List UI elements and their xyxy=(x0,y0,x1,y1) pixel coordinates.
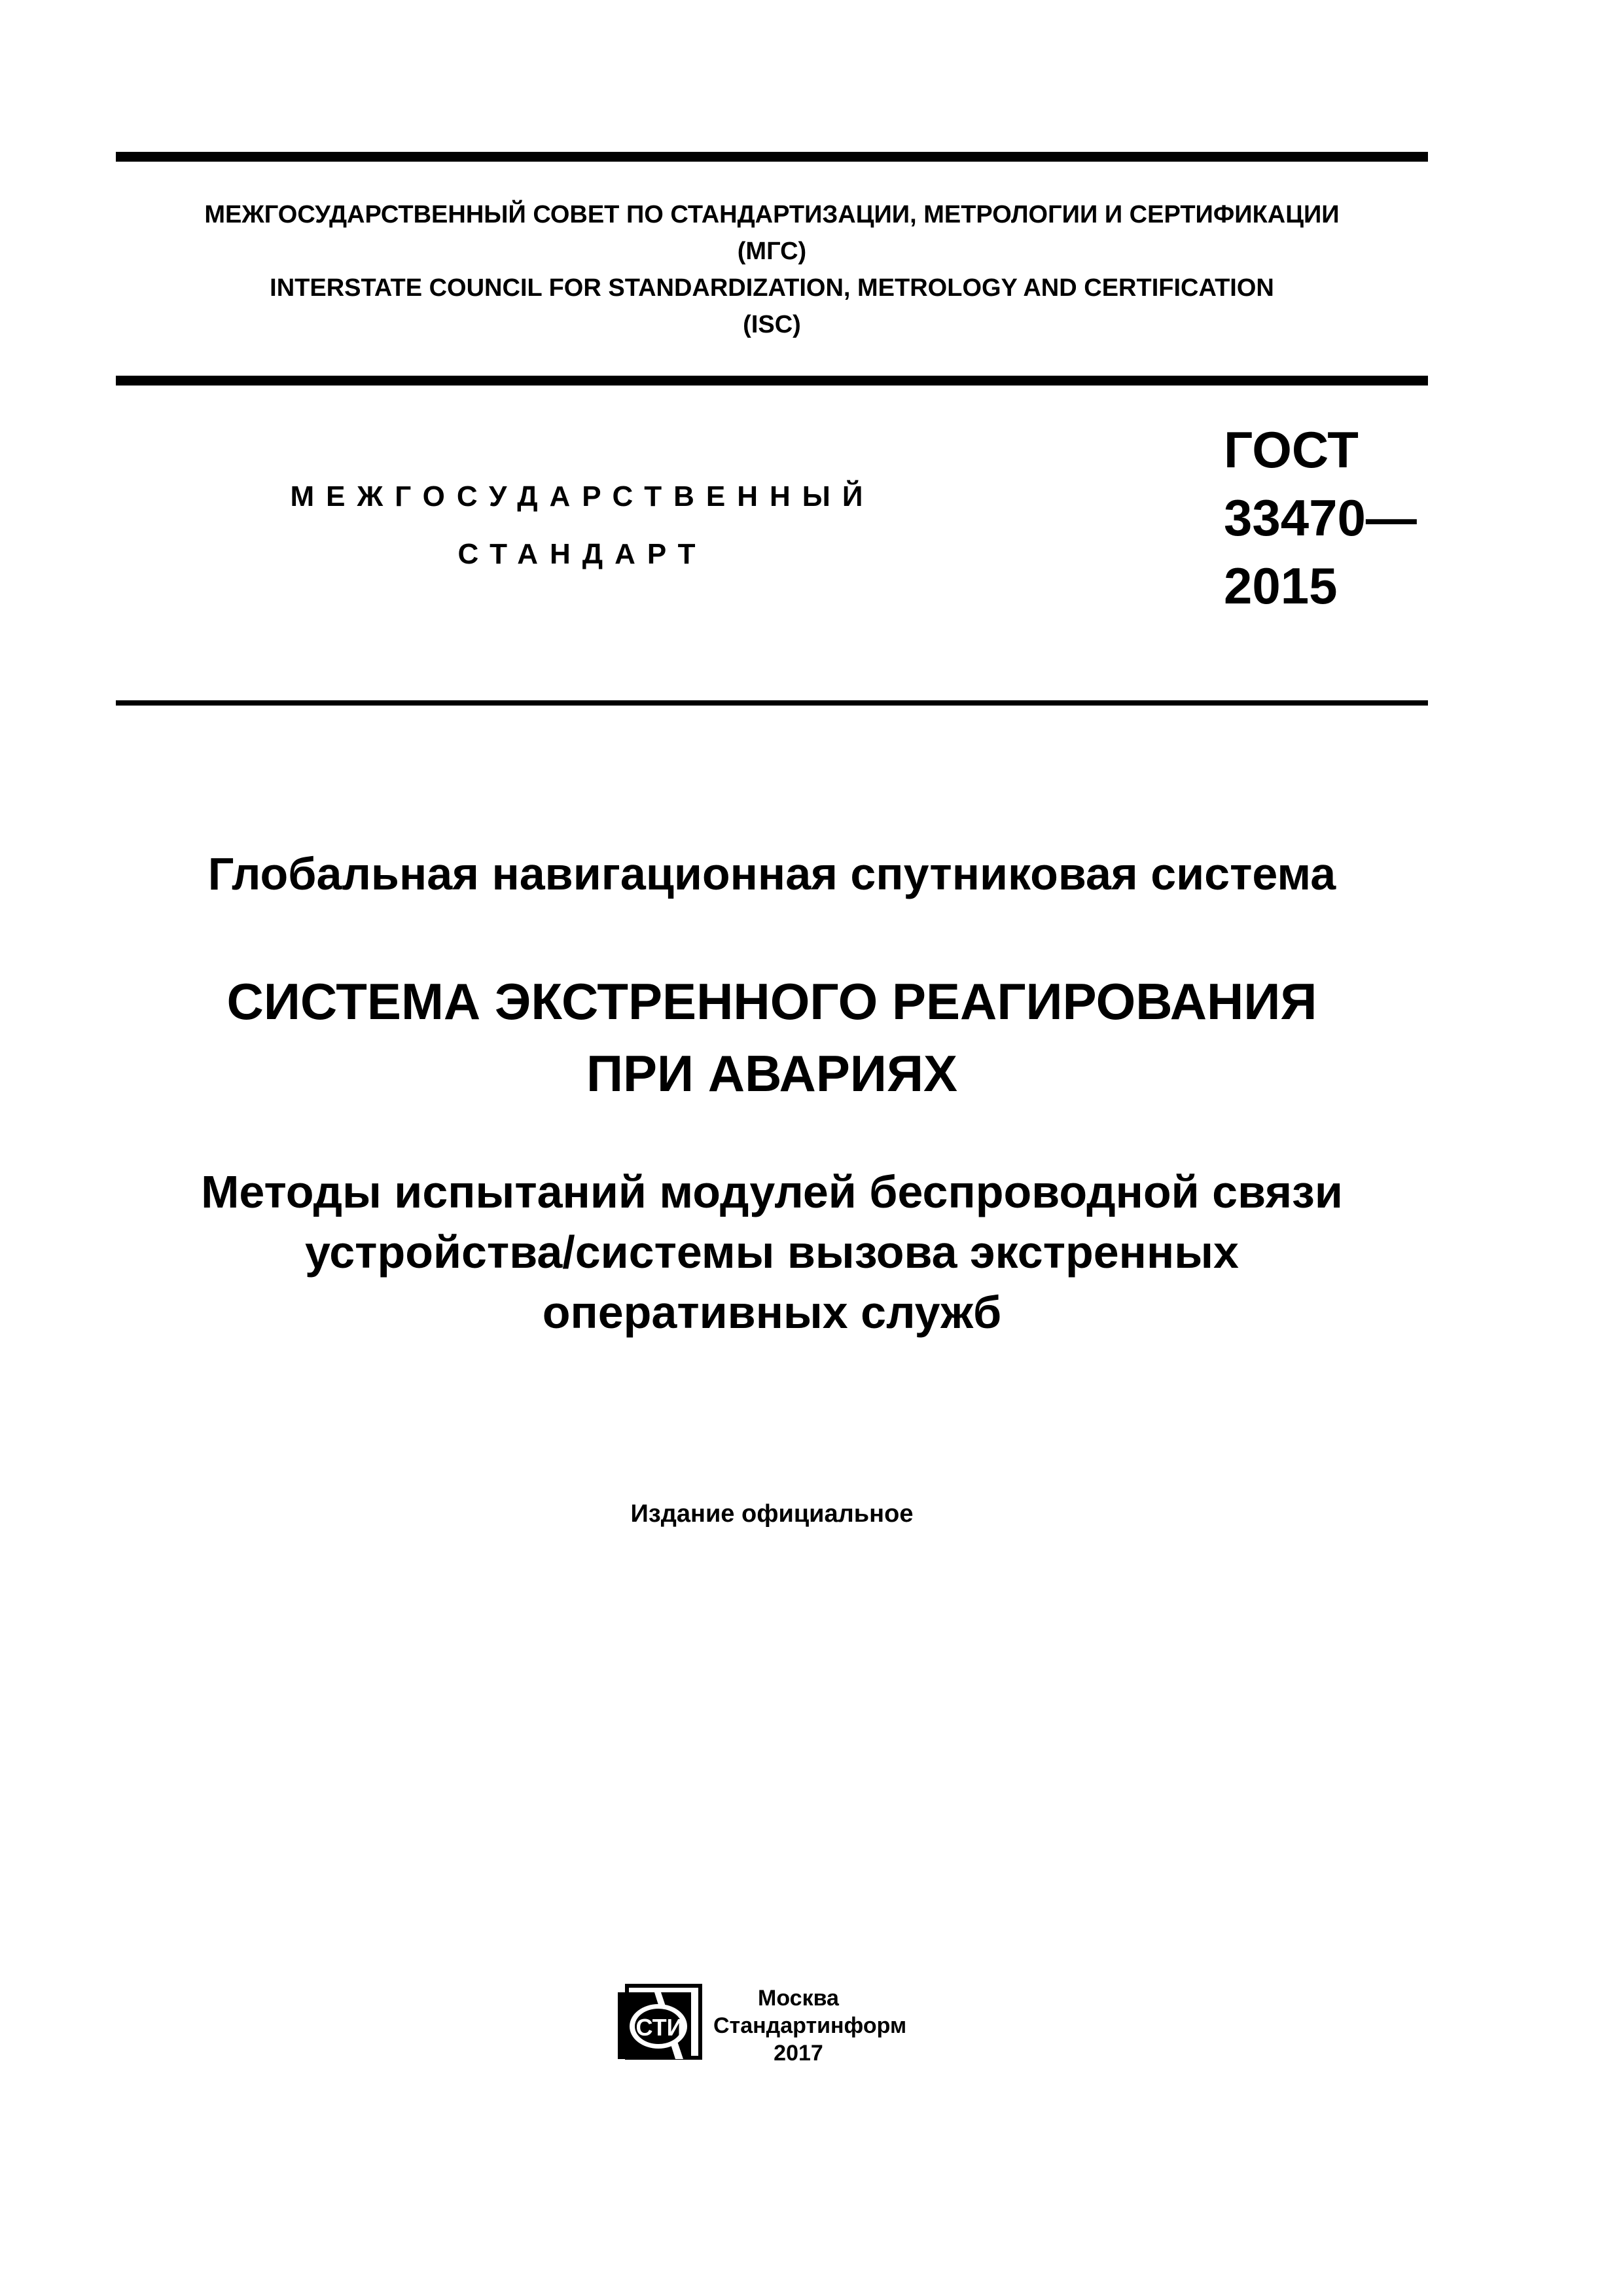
title-methods-line3: оперативных служб xyxy=(542,1287,1002,1338)
logo-graphic xyxy=(615,1983,704,2062)
designation-year: 2015 xyxy=(1224,557,1338,615)
title-system xyxy=(116,965,1428,1109)
publisher-city: Москва xyxy=(758,1986,839,2011)
title-main: Глобальная навигационная спутниковая система xyxy=(207,848,1336,899)
council-abbr-en: (ISC) xyxy=(743,311,801,338)
council-header xyxy=(116,196,1428,343)
title-methods-line1: Методы испытаний модулей беспроводной связи xyxy=(201,1166,1343,1217)
publisher-name: Стандартинформ xyxy=(713,2013,907,2038)
council-name-ru: МЕЖГОСУДАРСТВЕННЫЙ СОВЕТ ПО СТАНДАРТИЗАЦИИ, МЕТРОЛОГИИ И СЕРТИФИКАЦИИ xyxy=(204,201,1340,228)
logo-letters: СТИ xyxy=(635,2014,684,2041)
edition-label: Издание официальное xyxy=(630,1500,914,1528)
top-rule xyxy=(116,152,1428,162)
standard-designation xyxy=(1224,416,1417,620)
title-methods xyxy=(116,1162,1428,1342)
council-name-en: INTERSTATE COUNCIL FOR STANDARDIZATION, METROLOGY AND CERTIFICATION xyxy=(270,274,1274,302)
publisher-year: 2017 xyxy=(774,2041,823,2066)
publisher-block xyxy=(713,1984,907,2067)
title-methods-line2: устройства/системы вызова экстренных xyxy=(305,1227,1239,1278)
title-system-line1: СИСТЕМА ЭКСТРЕННОГО РЕАГИРОВАНИЯ xyxy=(226,973,1317,1030)
council-abbr-ru: (МГС) xyxy=(737,238,807,265)
standard-type-line2: СТАНДАРТ xyxy=(457,538,707,570)
bottom-rule xyxy=(116,700,1428,706)
middle-rule xyxy=(116,376,1428,386)
designation-number: 33470— xyxy=(1224,489,1417,547)
standartinform-logo-icon xyxy=(615,1983,704,2062)
standard-type-line1: МЕЖГОСУДАРСТВЕННЫЙ xyxy=(290,480,875,512)
designation-prefix: ГОСТ xyxy=(1224,421,1359,478)
standard-type xyxy=(249,468,916,583)
title-system-line2: ПРИ АВАРИЯХ xyxy=(586,1045,958,1102)
